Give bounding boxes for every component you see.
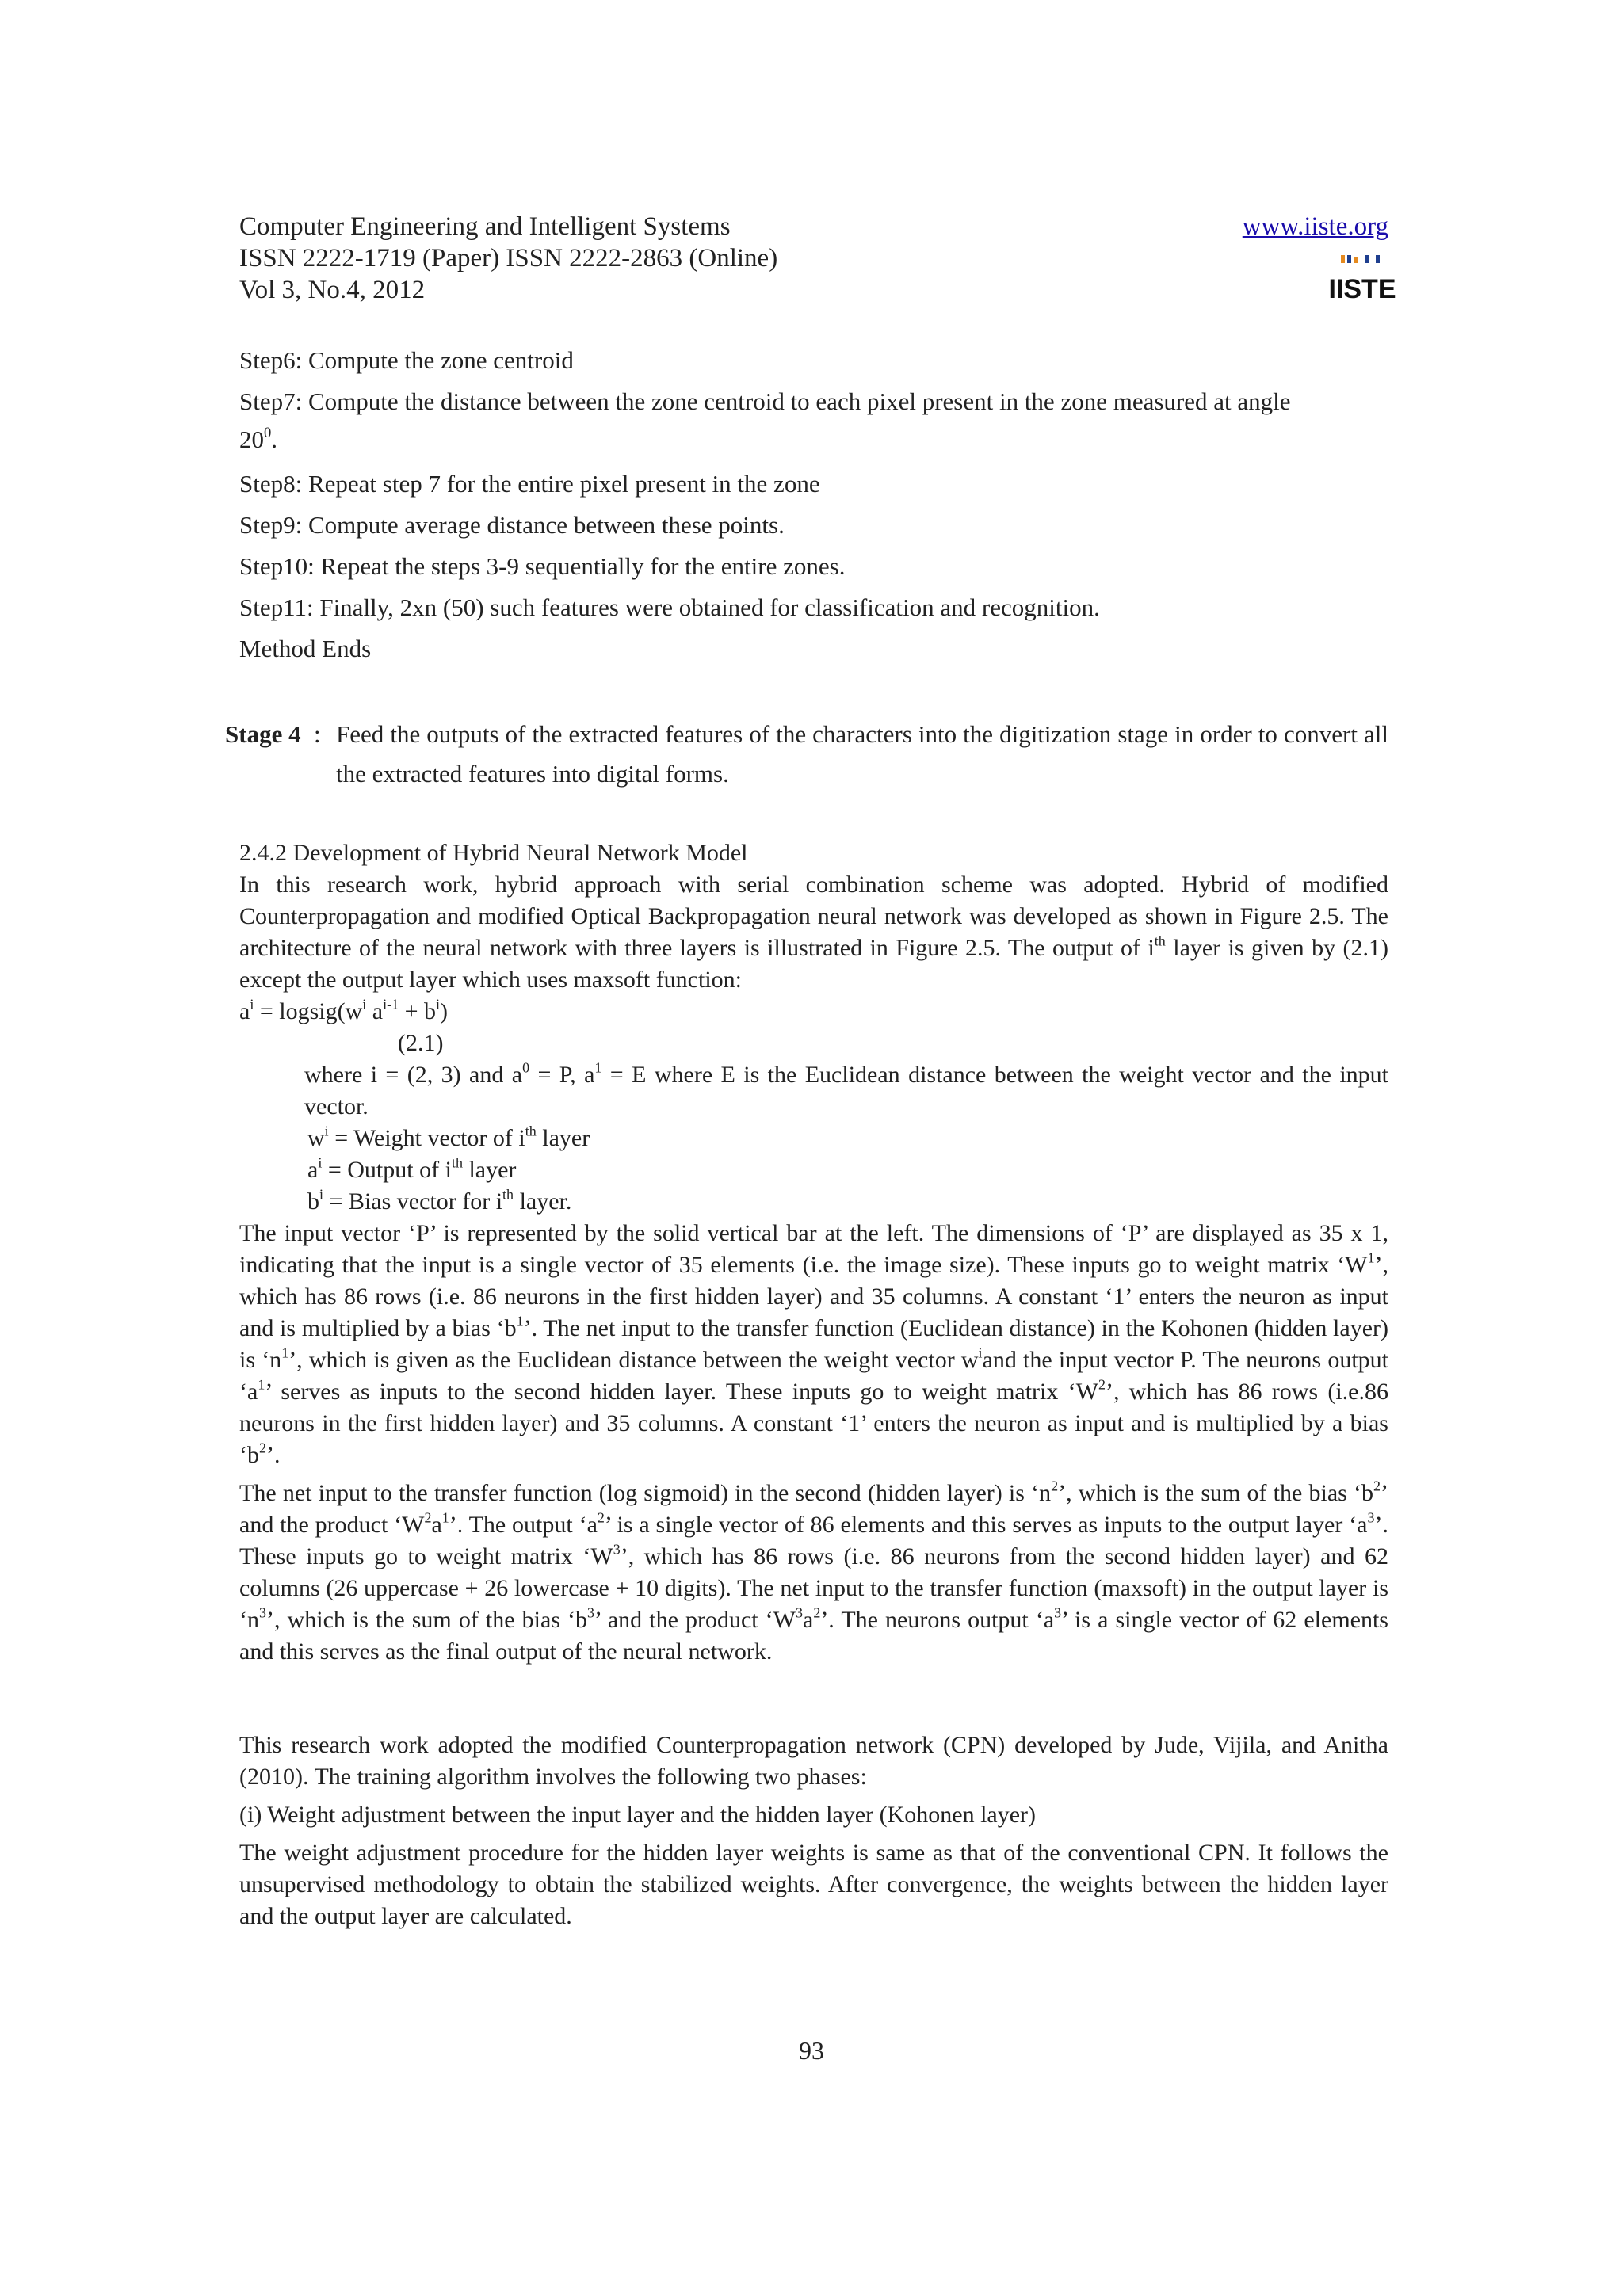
paragraph-input-vector: The input vector ‘P’ is represented by the solid vertical bar at the left. The dimensions of ‘P’ are displayed as 35 x 1, indicating that the input is a single vector of 35 elements (i.e. the image size). These inputs go to weight matrix ‘$W^1$’, which has 86 rows (i.e. 86 neurons in the first hidden layer) and 35 columns. A constant ‘1’ enters the neuron as input and is multiplied by a bias ‘$b^1$’. The net input to the transfer function (Euclidean distance) in the Kohonen (hidden layer) is ‘$n^1$’, which is given as the Euclidean distance between the weight vector $w^iand$ the input vector P. The neurons output ‘$a^1$’ serves as inputs to the second hidden layer. These inputs go to weight matrix ‘$W^2$’, which has 86 rows (i.e.86 neurons in the first hidden layer) and 35 columns. A constant ‘1’ enters the neuron as input and is multiplied by a bias ‘$b^2$’. [239, 1220, 1389, 1468]
where-clause: where i = (2, 3) and $a^0 = P$, $a^1 = E$ where E is the Euclidean distance between the weight vector and the input vector. [304, 1059, 1389, 1119]
paragraph-intro: In this research work, hybrid approach with serial combination scheme was adopted. Hybrid of modified Counterpropagation and modified Optical Backpropagation neural network was developed as shown in Figure 2.5. The architecture of the neural network with three layers is illustrated in Figure 2.5. The output of $i^{th}$ layer is given by (2.1) except the output layer which uses maxsoft function: [239, 871, 1388, 993]
iiste-logo [1328, 254, 1396, 304]
step-7: Step7: Compute the distance between the zone centroid to each pixel present in the zone measured at angle [239, 387, 1291, 415]
step-6: Step6: Compute the zone centroid [239, 346, 574, 374]
stage-4-text: Feed the outputs of the extracted features of the characters into the digitization stage in order to convert all the extracted features into digital forms. [336, 720, 1388, 788]
step-9: Step9: Compute average distance between these points. [239, 511, 785, 539]
step-11: Step11: Finally, 2xn (50) such features were obtained for classification and recognition. [239, 593, 1100, 621]
section-body [239, 837, 1388, 1932]
stage-4-label: Stage 4 [225, 720, 301, 748]
section-heading: 2.4.2 Development of Hybrid Neural Network Model [239, 840, 748, 866]
phase-i: (i) Weight adjustment between the input layer and the hidden layer (Kohonen layer) [239, 1802, 1037, 1828]
issn-line: ISSN 2222-1719 (Paper) ISSN 2222-2863 (Online) [239, 244, 778, 273]
step-8: Step8: Repeat step 7 for the entire pixel present in the zone [239, 470, 820, 498]
paragraph-weight-adjustment: The weight adjustment procedure for the hidden layer weights is same as that of the conventional CPN. It follows the unsupervised methodology to obtain the stabilized weights. After convergence, the weights between the hidden layer and the output layer are calculated. [239, 1840, 1388, 1929]
paragraph-cpn: This research work adopted the modified Counterpropagation network (CPN) developed by Jude, Vijila, and Anitha (2010). The training algorithm involves the following two phases: [239, 1732, 1388, 1790]
def-weight: $w^i$ = Weight vector of $i^{th}$ layer [307, 1123, 590, 1151]
method-ends: Method Ends [239, 635, 372, 662]
journal-website-link[interactable]: www.iiste.org [1242, 212, 1388, 241]
volume-line: Vol 3, No.4, 2012 [239, 276, 426, 304]
def-bias: $b^i$ = Bias vector for $i^{th}$ layer. [307, 1186, 572, 1215]
paragraph-log-sigmoid: The net input to the transfer function (log sigmoid) in the second (hidden layer) is ‘$n^2$’, which is the sum of the bias ‘$b^2$’ and the product ‘$W^2a^1$’. The output ‘$a^2$’ is a single vector of 86 elements and this serves as inputs to the output layer ‘$a^3$’. These inputs go to weight matrix ‘$W^3$’, which has 86 rows (i.e. 86 neurons from the second hidden layer) and 62 columns (26 uppercase + 26 lowercase + 10 digits). The net input to the transfer function (maxsoft) in the output layer is ‘$n^3$’, which is the sum of the bias ‘$b^3$’ and the product ‘$W^3a^2$’. The neurons output ‘$a^3$’ is a single vector of 62 elements and this serves as the final output of the neural network. [239, 1478, 1389, 1665]
logo-text: IISTE [1328, 274, 1396, 304]
equation-number: (2.1) [398, 1030, 444, 1056]
page-number: 93 [799, 2036, 824, 2065]
journal-title: Computer Engineering and Intelligent Systems [239, 212, 731, 241]
equation-2-1: $a^i$ = $logsig(w^i$ $a^{i-1} + b^i$) [239, 996, 449, 1024]
document-page: Computer Engineering and Intelligent Systems ISSN 2222-1719 (Paper) ISSN 2222-2863 (Online) Vol 3, No.4, 2012 www.iiste.org IISTE Step6: Compute the zone centroid Step7: Compute the distance between the zone centroid to each pixel present in the zone measured at angle $20^0$. Step8: Repeat step 7 for the entire pixel present in the zone Step9: Compute average distance between these points. Step10: Repeat the steps 3-9 sequentially for the entire zones. Step11: Finally, 2xn (50) such features were obtained for classification and recognition. Method Ends Stage 4 : Feed the outputs of the extracted features of the characters into the digitization stage in order to convert all the extracted features into digital forms. 2.4.2 Development of Hybrid Neural Network Model In this research work, hybrid approach with serial combination scheme was adopted. Hybrid of modified Counterpropagation and modified Optical Backpropagation neural network was developed as shown in Figure 2.5. The architecture of the neural network with three layers is illustrated in Figure 2.5. The output of $i^{th}$ layer is given by (2.1) except the output layer which uses maxsoft function: $a^i$ = $logsig(w^i$ $a^{i-1} + b^i$) (2.1) where i = (2, 3) and $a^0 = P$, $a^1 = E$ where E is the Euclidean distance between the weight vector and the input vector. $w^i$ = Weight vector of $i^{th}$ layer $a^i$ = Output of $i^{th}$ layer $b^i$ = Bias vector for $i^{th}$ layer. The input vector ‘P’ is represented by the solid vertical bar at the left. The dimensions of ‘P’ are displayed as 35 x 1, indicating that the input is a single vector of 35 elements (i.e. the image size). These inputs go to weight matrix ‘$W^1$’, which has 86 rows (i.e. 86 neurons in the first hidden layer) and 35 columns. A constant ‘1’ enters the neuron as input and is multiplied by a bias ‘$b^1$’. The net input to the transfer function (Euclidean distance) in the Kohonen (hidden layer) is ‘$n^1$’, which is given as the Euclidean distance between the weight vector $w^iand$ the input vector P. The neurons output ‘$a^1$’ serves as inputs to the second hidden layer. These inputs go to weight matrix ‘$W^2$’, which has 86 rows (i.e.86 neurons in the first hidden layer) and 35 columns. A constant ‘1’ enters the neuron as input and is multiplied by a bias ‘$b^2$’. The net input to the transfer function (log sigmoid) in the second (hidden layer) is ‘$n^2$’, which is the sum of the bias ‘$b^2$’ and the product ‘$W^2a^1$’. The output ‘$a^2$’ is a single vector of 86 elements and this serves as inputs to the output layer ‘$a^3$’. These inputs go to weight matrix ‘$W^3$’, which has 86 rows (i.e. 86 neurons from the second hidden layer) and 62 columns (26 uppercase + 26 lowercase + 10 digits). The net input to the transfer function (maxsoft) in the output layer is ‘$n^3$’, which is the sum of the bias ‘$b^3$’ and the product ‘$W^3a^2$’. The neurons output ‘$a^3$’ is a single vector of 62 elements and this serves as the final output of the neural network. This research work adopted the modified Counterpropagation network (CPN) developed by Jude, Vijila, and Anitha (2010). The training algorithm involves the following two phases: (i) Weight adjustment between the input layer and the hidden layer (Kohonen layer) The weight adjustment procedure for the hidden layer weights is same as that of the conventional CPN. It follows the unsupervised methodology to obtain the stabilized weights. After convergence, the weights between the hidden layer and the output layer are calculated. 93 [0, 0, 1623, 2296]
step-10: Step10: Repeat the steps 3-9 sequentially for the entire zones. [239, 552, 846, 580]
step-7-continued: $20^0$. [239, 424, 278, 453]
def-output: $a^i$ = Output of $i^{th}$ layer [307, 1154, 517, 1183]
